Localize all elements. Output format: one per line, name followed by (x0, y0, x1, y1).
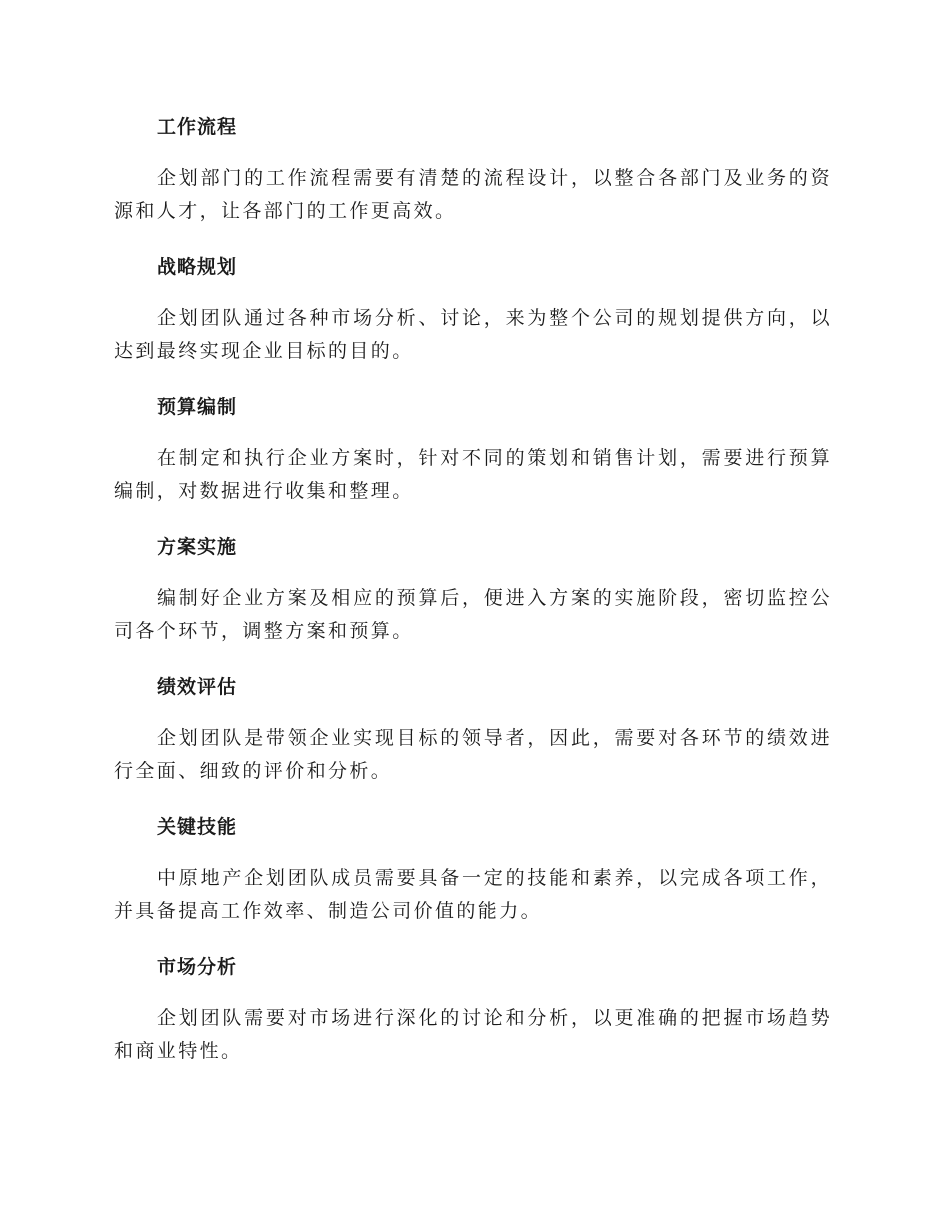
section-heading: 战略规划 (157, 256, 238, 278)
section-paragraph: 企划部门的工作流程需要有清楚的流程设计，以整合各部门及业务的资源和人才，让各部门的工作更高效。 (114, 167, 832, 222)
section-heading: 绩效评估 (157, 676, 238, 698)
section-heading: 预算编制 (157, 396, 238, 418)
section-implementation (114, 532, 832, 648)
section-heading: 工作流程 (157, 116, 238, 138)
section-budget (114, 392, 832, 508)
section-paragraph: 企划团队通过各种市场分析、讨论，来为整个公司的规划提供方向，以达到最终实现企业目标的目的。 (114, 307, 832, 362)
section-heading: 关键技能 (157, 816, 238, 838)
section-strategy (114, 252, 832, 368)
section-paragraph: 中原地产企划团队成员需要具备一定的技能和素养，以完成各项工作，并具备提高工作效率、制造公司价值的能力。 (114, 867, 832, 922)
section-paragraph: 在制定和执行企业方案时，针对不同的策划和销售计划，需要进行预算编制，对数据进行收集和整理。 (114, 447, 832, 502)
section-paragraph: 编制好企业方案及相应的预算后，便进入方案的实施阶段，密切监控公司各个环节，调整方案和预算。 (114, 587, 832, 642)
section-heading: 市场分析 (157, 956, 238, 978)
section-paragraph: 企划团队是带领企业实现目标的领导者，因此，需要对各环节的绩效进行全面、细致的评价和分析。 (114, 727, 832, 782)
section-performance (114, 672, 832, 788)
section-paragraph: 企划团队需要对市场进行深化的讨论和分析，以更准确的把握市场趋势和商业特性。 (114, 1007, 832, 1062)
section-market-analysis (114, 952, 832, 1068)
section-heading: 方案实施 (157, 536, 238, 558)
section-key-skills (114, 812, 832, 928)
section-workflow (114, 112, 832, 228)
